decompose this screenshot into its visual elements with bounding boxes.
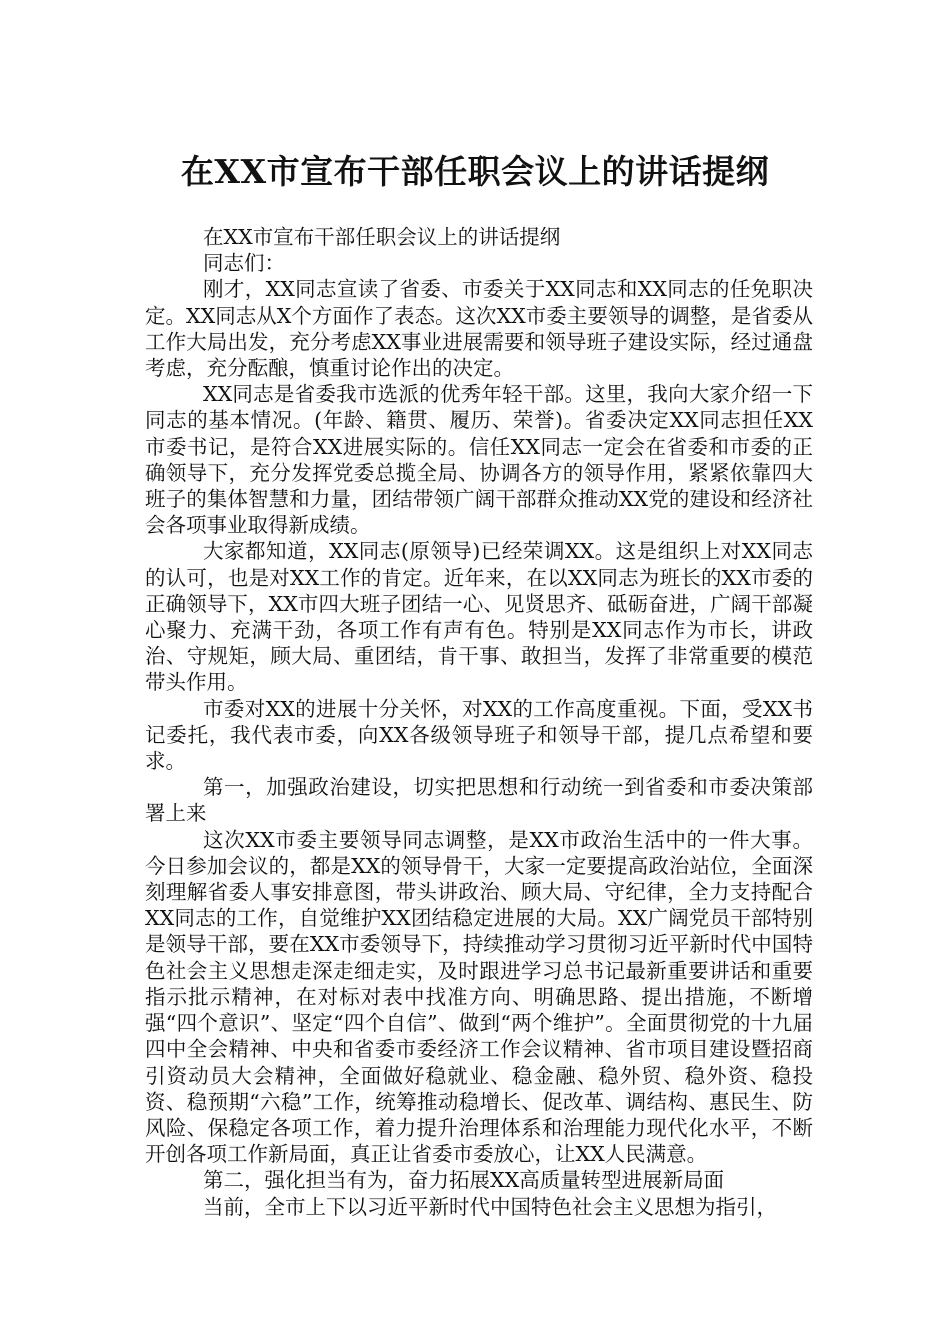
document-title: 在XX市宣布干部任职会议上的讲话提纲 [180,152,770,192]
document-body [145,224,813,1220]
body-paragraph: XX同志是省委我市选派的优秀年轻干部。这里，我向大家介绍一下 同志的基本情况。(年龄、籍贯、履历、荣誉)。省委决定XX同志担任XX市委书记，是符合XX进展实际的。信任XX同志一定会在省委和市委的正确领导下，充分发挥党委总揽全局、协调各方的领导作用，紧紧依靠四大班子的集体智慧和力量，团结带领广阔干部群众推动XX党的建设和经济社会各项事业取得新成绩。 [145,382,813,538]
section-heading-1: 第一，加强政治建设，切实把思想和行动统一到省委和市委决策部署上来 [145,775,813,826]
section-heading-2: 第二，强化担当有为，奋力拓展XX高质量转型进展新局面 [203,1168,725,1193]
body-paragraph: 当前，全市上下以习近平新时代中国特色社会主义思想为指引， [203,1194,777,1219]
body-paragraph: 大家都知道，XX同志(原领导)已经荣调XX。这是组织上对XX同志的认可，也是对XX工作的肯定。近年来，在以XX同志为班长的XX市委的正确领导下，XX市四大班子团结一心、见贤思齐、砥砺奋进，广阔干部凝心聚力、充满干劲，各项工作有声有色。特别是XX同志作为市长，讲政治、守规矩，顾大局、重团结，肯干事、敢担当，发挥了非常重要的模范带头作用。 [145,539,813,695]
salutation-paragraph: 同志们： [203,251,285,276]
body-paragraph: 市委对XX的进展十分关怀，对XX的工作高度重视。下面，受XX书记委托，我代表市委，向XX各级领导班子和领导干部，提几点希望和要求。 [145,696,813,774]
body-paragraph: 这次XX市委主要领导同志调整，是XX市政治生活中的一件大事。今日参加会议的，都是XX的领导骨干，大家一定要提高政治站位，全面深刻理解省委人事安排意图，带头讲政治、顾大局、守纪律，全力支持配合XX同志的工作，自觉维护XX团结稳定进展的大局。XX广阔党员干部特别是领导干部，要在XX市委领导下，持续推动学习贯彻习近平新时代中国特色社会主义思想走深走细走实，及时跟进学习总书记最新重要讲话和重要指示批示精神，在对标对表中找准方向、明确思路、提出措施，不断增强“四个意识”、坚定“四个自信”、做到“两个维护”。全面贯彻党的十九届四中全会精神、中央和省委市委经济工作会议精神、省市项目建设暨招商引资动员大会精神，全面做好稳就业、稳金融、稳外贸、稳外资、稳投资、稳预期“六稳”工作，统筹推动稳增长、促改革、调结构、惠民生、防风险、保稳定各项工作，着力提升治理体系和治理能力现代化水平，不断开创各项工作新局面，真正让省委市委放心，让XX人民满意。 [145,827,813,1167]
body-heading-paragraph: 在XX市宣布干部任职会议上的讲话提纲 [203,225,561,249]
body-paragraph: 刚才，XX同志宣读了省委、市委关于XX同志和XX同志的任免职决定。XX同志从X个方面作了表态。这次XX市委主要领导的调整，是省委从工作大局出发，充分考虑XX事业进展需要和领导班子建设实际，经过通盘考虑，充分酝酿，慎重讨论作出的决定。 [145,277,813,381]
